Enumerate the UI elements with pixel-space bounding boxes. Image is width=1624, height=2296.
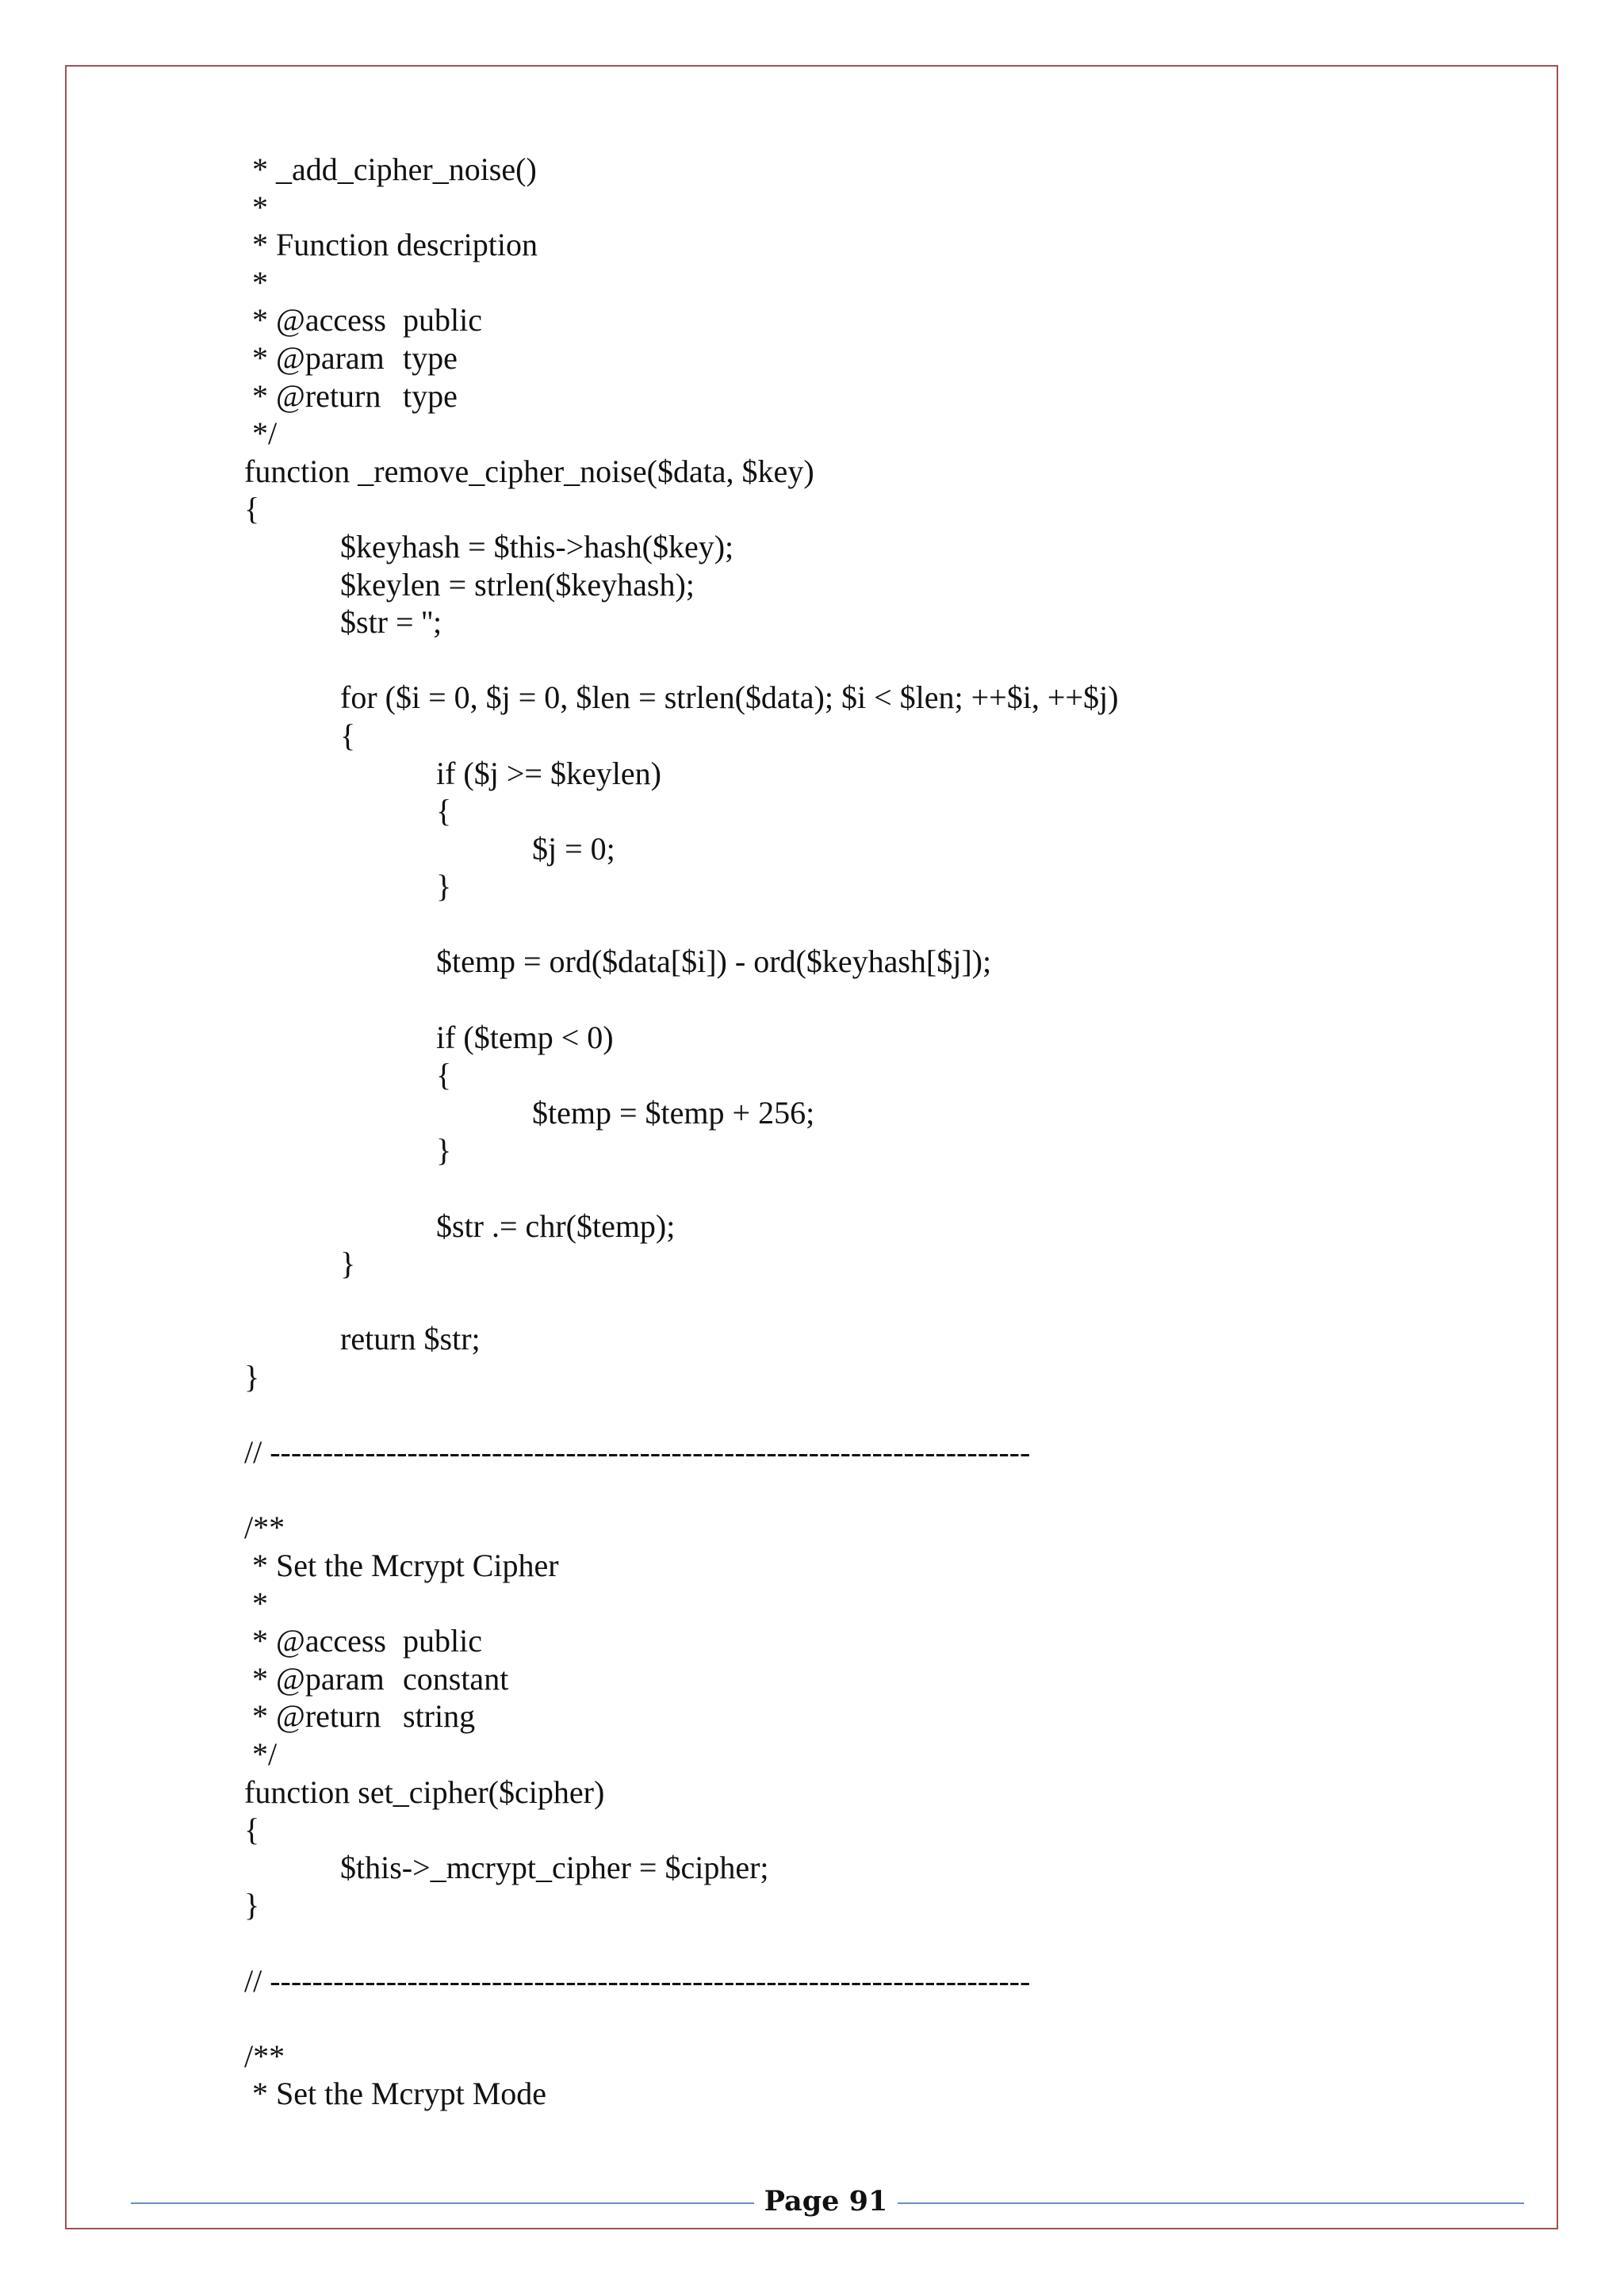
code-line: { — [436, 793, 452, 829]
code-line: } — [436, 868, 452, 905]
code-line: $keyhash = $this->hash($key); — [340, 528, 734, 564]
blank-line — [244, 1924, 1497, 1962]
blank-line — [244, 981, 1497, 1019]
code-line: return $str; — [340, 1321, 481, 1357]
code-line: $this->_mcrypt_cipher = $cipher; — [340, 1849, 769, 1885]
code-line — [244, 339, 1497, 377]
code-line: $temp = ord($data[$i]) - ord($keyhash[$j]); — [436, 943, 992, 980]
code-line: { — [244, 1812, 260, 1848]
code-line — [244, 1622, 1497, 1660]
blank-line — [244, 1396, 1497, 1434]
code-line: function _remove_cipher_noise($data, $key) — [244, 453, 814, 489]
code-line: * — [244, 264, 268, 300]
page-number: Page 91 — [764, 2185, 888, 2218]
doc-tag: * @access — [244, 302, 386, 339]
blank-line — [244, 1169, 1497, 1207]
separator-comment: // ------------------------------------------------------------------------ — [244, 1962, 1031, 1999]
code-line — [244, 1660, 1497, 1698]
doc-tag: * @access — [244, 1623, 386, 1659]
code-line: * Set the Mcrypt Mode — [244, 2076, 547, 2112]
code-line: * Set the Mcrypt Cipher — [244, 1547, 559, 1583]
code-line: if ($j >= $keylen) — [436, 755, 661, 791]
blank-line — [244, 1999, 1497, 2038]
doc-tag-value: string — [403, 1698, 476, 1735]
code-line: } — [436, 1132, 452, 1169]
footer-rule-left — [131, 2202, 754, 2204]
code-line: $keylen = strlen($keyhash); — [340, 566, 695, 603]
blank-line — [244, 1471, 1497, 1510]
code-line — [244, 301, 1497, 339]
code-line: * Function description — [244, 227, 538, 263]
code-line: { — [436, 1057, 452, 1093]
code-line: * _add_cipher_noise() — [244, 151, 537, 187]
code-line — [244, 1697, 1497, 1735]
code-line: $j = 0; — [532, 830, 615, 867]
doc-tag-value: public — [403, 1623, 482, 1659]
code-line: */ — [244, 415, 278, 452]
blank-line — [244, 1283, 1497, 1321]
blank-line — [244, 905, 1497, 943]
code-line: /** — [244, 1510, 285, 1546]
code-line: $str = ''; — [340, 604, 442, 641]
doc-tag: * @param — [244, 1660, 385, 1697]
code-line: { — [340, 717, 356, 753]
doc-tag: * @param — [244, 339, 385, 376]
doc-tag: * @return — [244, 377, 381, 414]
separator-comment: // ------------------------------------------------------------------------ — [244, 1434, 1031, 1471]
code-line: $str .= chr($temp); — [436, 1207, 676, 1244]
code-listing — [244, 151, 1497, 2113]
doc-tag-value: constant — [403, 1660, 509, 1697]
doc-tag-value: public — [403, 302, 482, 339]
code-line: $temp = $temp + 256; — [532, 1094, 815, 1131]
doc-tag-value: type — [403, 377, 458, 414]
code-line: * — [244, 189, 268, 225]
doc-tag-value: type — [403, 339, 458, 376]
code-line: { — [244, 491, 260, 527]
code-line: if ($temp < 0) — [436, 1019, 614, 1055]
code-line — [244, 377, 1497, 415]
code-line: function set_cipher($cipher) — [244, 1774, 605, 1810]
footer-rule-right — [898, 2202, 1524, 2204]
blank-line — [244, 641, 1497, 679]
code-line: /** — [244, 2038, 285, 2074]
code-line: */ — [244, 1735, 278, 1772]
doc-tag: * @return — [244, 1698, 381, 1735]
code-line: for ($i = 0, $j = 0, $len = strlen($data); $i < $len; ++$i, ++$j) — [340, 679, 1119, 716]
code-line: } — [340, 1246, 356, 1282]
code-line: } — [244, 1359, 260, 1395]
code-line: } — [244, 1887, 260, 1923]
code-line: * — [244, 1585, 268, 1621]
page-footer — [131, 2182, 1524, 2221]
